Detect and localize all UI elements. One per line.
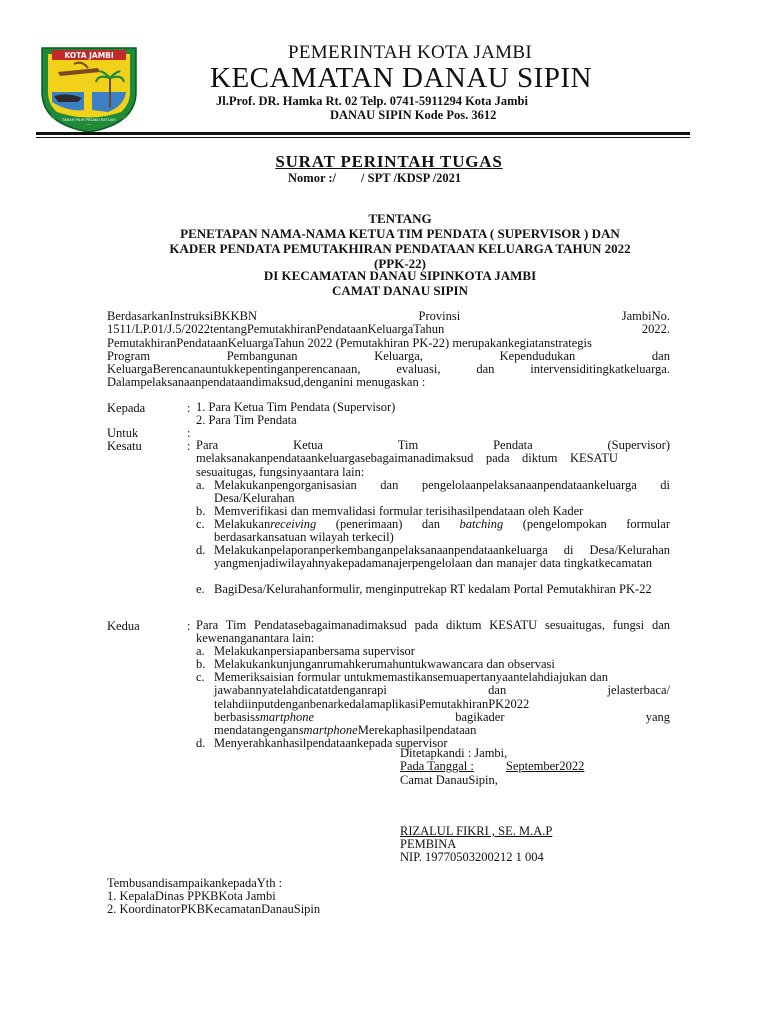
list-marker: d. (196, 736, 206, 750)
signature-date (400, 760, 584, 773)
list-text-italic: receiving (270, 517, 317, 531)
list-marker: b. (196, 504, 206, 518)
preamble-text: PemutakhiranPendataanKeluargaTahun 2022 (Pemutakhiran PK-22) merupakankegiatanstrategis (107, 335, 592, 350)
list-text-line: Memeriksaisian formular untukmemastikansemuapertanyaantelahdiajukan dan (214, 670, 608, 684)
signature-date-label: Pada Tanggal : (400, 759, 474, 773)
list-marker: c. (196, 670, 205, 684)
colon: : (187, 426, 191, 440)
list-text-part: yang (645, 709, 670, 724)
subject-line-2: KADER PENDATA PEMUTAKHIRAN PENDATAAN KELUARGA TAHUN 2022 (169, 241, 631, 256)
logo-text: KOTA JAMBI (64, 51, 114, 60)
preamble-text: KeluargaBerencanauntukkepentinganperencanaan, (107, 362, 361, 377)
kedua-label: Kedua (107, 619, 140, 633)
list-text: Melakukanpersiapanbersama supervisor (214, 644, 415, 658)
list-text-part: jelasterbaca/ (607, 683, 670, 698)
preamble-text: dan (651, 348, 670, 363)
preamble-text: BerdasarkanInstruksiBKKBN (107, 309, 257, 323)
subject-line-4: DI KECAMATAN DANAU SIPINKOTA JAMBI (263, 268, 537, 283)
list-text-part: (pengelompokan formular berdasarkansatuan wilayah terkecil) (214, 517, 670, 545)
preamble-text: Dalampelaksanaanpendataandimaksud,denganini menugaskan : (107, 375, 426, 390)
signature-place: Ditetapkandi : Jambi, (400, 746, 508, 760)
kesatu-item-e (196, 583, 670, 596)
kesatu-item-a (196, 479, 670, 506)
list-text-part: Merekaphasilpendataan (357, 723, 477, 738)
kesatu-intro-word: Tim (397, 438, 419, 452)
letter-title: SURAT PERINTAH TUGAS (275, 152, 503, 171)
preamble-text: Program (107, 348, 151, 363)
address-line-1: Jl.Prof. DR. Hamka Rt. 02 Telp. 0741-5911294 Kota Jambi (216, 94, 528, 108)
preamble-text: intervensiditingkatkeluarga. (530, 362, 670, 377)
list-text-part: (penerimaan) dan (316, 517, 460, 531)
signature-position: Camat DanauSipin, (400, 773, 498, 787)
kesatu-intro-word: Pendata (493, 438, 533, 452)
preamble-text: 1511/LP.01/J.5/2022tentangPemutakhiranPendataanKeluargaTahun (107, 322, 445, 337)
kesatu-intro-line: sesuaitugas, fungsinyaantara lain: (196, 464, 365, 479)
kesatu-item-d (196, 544, 670, 571)
cc-intro: TembusandisampaikankepadaYth : (107, 876, 283, 890)
preamble-text: evaluasi, (396, 362, 441, 377)
kesatu-intro (196, 439, 670, 479)
address-line-2: DANAU SIPIN Kode Pos. 3612 (330, 108, 497, 122)
subject-line-5: CAMAT DANAU SIPIN (331, 283, 469, 298)
cc-item-2: 2. KoordinatorPKBKecamatanDanauSipin (107, 902, 321, 916)
colon: : (187, 439, 191, 453)
list-marker: d. (196, 543, 206, 557)
list-text-part: berbasis (214, 709, 255, 724)
list-text: BagiDesa/Kelurahanformulir, menginputrekap RT kedalam Portal Pemutakhiran PK-22 (214, 582, 652, 596)
kesatu-label: Kesatu (107, 439, 142, 453)
signatory-name: RIZALUL FIKRI , SE. M.A.P (400, 824, 553, 838)
kesatu-intro-word: (Supervisor) (607, 438, 670, 452)
list-text (214, 518, 670, 545)
list-marker: c. (196, 517, 205, 531)
list-text-italic: smartphone (298, 723, 358, 738)
list-text-part: dan (488, 683, 507, 698)
list-text: Menyerahkanhasilpendataankepada supervisor (214, 736, 448, 750)
list-marker: a. (196, 644, 205, 658)
list-text-line: telahdiinputdenganbenarkedalamaplikasiPemutakhiranPK2022 (214, 696, 530, 711)
list-text: Melakukanpelaporanperkembanganpelaksanaanpendataankeluarga di Desa/Kelurahan yangmenjadiwilayahnyakepadamanajerpengelolaan dan manajer data tingkatkecamatan (214, 543, 670, 571)
list-text-italic: smartphone (254, 709, 314, 724)
letterhead-rule-thin (36, 137, 690, 138)
preamble-text: Kependudukan (499, 348, 576, 363)
preamble-text: Pembangunan (226, 348, 298, 363)
list-marker: a. (196, 478, 205, 492)
list-text-part: Melakukan (214, 517, 271, 531)
preamble-text: Keluarga, (374, 348, 423, 363)
list-text-line (214, 684, 670, 697)
subject-line-3: (PPK-22) (374, 256, 426, 271)
preamble-text: 2022. (641, 322, 670, 337)
kesatu-intro-line: melaksanakanpendataankeluargasebagaimanadimaksud pada diktum KESATU (196, 451, 618, 466)
tentang-heading: TENTANG (368, 211, 432, 226)
list-marker: b. (196, 657, 206, 671)
kesatu-intro-word: Para (196, 438, 219, 452)
list-text-italic: batching (459, 517, 504, 531)
colon: : (187, 401, 191, 415)
logo-motto: TANAH PILIH PESAKO BETUAH (62, 118, 116, 122)
kedua-item-c (196, 671, 670, 737)
list-text-part: jawabannyatelahdicatatdenganrapi (214, 683, 387, 698)
list-text (214, 671, 670, 737)
kesatu-item-c (196, 518, 670, 545)
signatory-nip: NIP. 19770503200212 1 004 (400, 850, 544, 864)
list-text-part (214, 711, 314, 724)
signatory-rank: PEMBINA (400, 837, 457, 851)
list-text-part: bagikader (455, 709, 505, 724)
subject-line-1: PENETAPAN NAMA-NAMA KETUA TIM PENDATA ( SUPERVISOR ) DAN (180, 226, 620, 241)
preamble-text: dan (476, 362, 495, 377)
list-text-part: mendatangengan (214, 723, 299, 738)
preamble-text: Provinsi (418, 309, 461, 323)
kepada-item-2: 2. Para Tim Pendata (196, 413, 297, 427)
cc-item-1: 1. KepalaDinas PPKBKota Jambi (107, 889, 276, 903)
list-marker: e. (196, 582, 205, 596)
list-text-line (214, 711, 670, 724)
colon: : (187, 619, 191, 633)
letter-number: Nomor :/ / SPT /KDSP /2021 (288, 171, 462, 185)
list-text: Melakukankunjunganrumahkerumahuntukwawancara dan observasi (214, 657, 555, 671)
untuk-label: Untuk (107, 426, 139, 440)
kedua-intro: Para Tim Pendatasebagaimanadimaksud pada diktum KESATU sesuaitugas, fungsi dan kewenanganantara lain: (196, 618, 670, 646)
kepada-item-1: 1. Para Ketua Tim Pendata (Supervisor) (196, 400, 396, 414)
kepada-label: Kepada (107, 401, 146, 415)
signature-date-value: September2022 (505, 759, 585, 773)
kesatu-intro-word: Ketua (293, 438, 323, 452)
preamble-text: JambiNo. (621, 309, 670, 323)
list-text: Melakukanpengorganisasian dan pengelolaanpelaksanaanpendataankeluarga di Desa/Kelurahan (214, 478, 670, 506)
district-name: KECAMATAN DANAU SIPIN (210, 62, 592, 94)
government-name: PEMERINTAH KOTA JAMBI (288, 42, 532, 63)
letterhead-rule-thick (36, 132, 690, 135)
preamble-paragraph (107, 310, 670, 390)
list-text: Memverifikasi dan memvalidasi formular terisihasilpendataan oleh Kader (214, 504, 584, 518)
